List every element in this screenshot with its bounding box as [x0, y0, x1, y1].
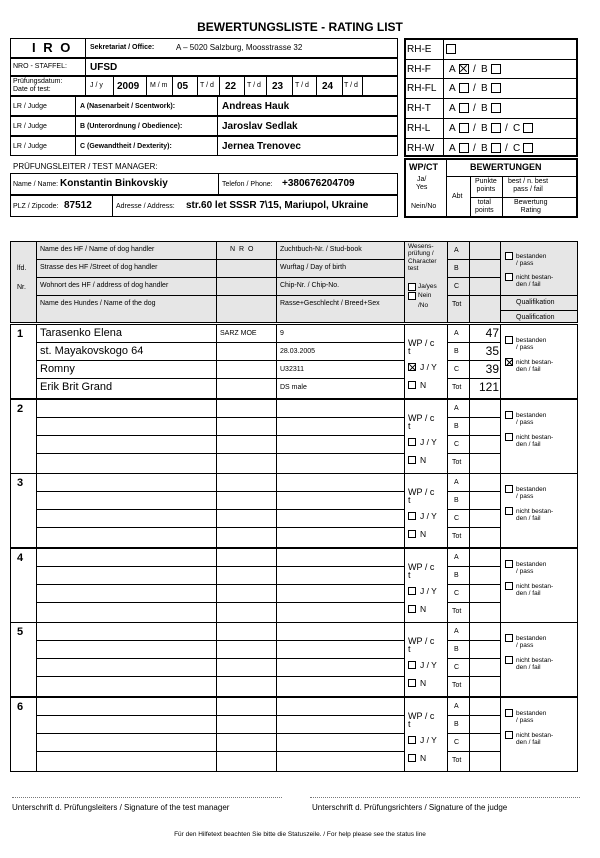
entry-fail-label: nicht bestan- den / fail [516, 508, 554, 523]
best-label: best / n. best pass / fail [508, 178, 549, 193]
category-rh-f-a-checkbox[interactable] [459, 64, 469, 74]
header-jayes-checkbox [408, 283, 416, 291]
judge-a-label: LR / Judge [13, 103, 47, 110]
entry-pass-label: bestanden / pass [516, 635, 547, 650]
entry-b-label: B [454, 572, 459, 579]
entry-fail-checkbox[interactable] [505, 358, 513, 366]
category-rh-e: RH-E [407, 44, 432, 55]
category-rh-t-option-a: A [449, 103, 456, 114]
category-rh-l-a-checkbox[interactable] [459, 123, 469, 133]
entry-block [10, 473, 578, 548]
day-label-4: T / d [344, 82, 358, 89]
category-rh-w-option-a: A [449, 143, 456, 154]
category-rh-e-checkbox[interactable] [446, 44, 456, 54]
option-separator: / [473, 143, 476, 154]
col-wesens: Wesens- prüfung / Character test [408, 243, 437, 273]
entry-b-label: B [454, 497, 459, 504]
entry-pass-checkbox[interactable] [505, 634, 513, 642]
day-value-3[interactable]: 24 [322, 81, 334, 92]
month-label: M / m [150, 82, 168, 89]
header-jayes: Ja/yes [418, 283, 437, 290]
nro-label: NRO - STAFFEL: [13, 63, 67, 70]
header-nein-checkbox [408, 292, 416, 300]
judge-row-c [10, 136, 398, 156]
entry-fail-label: nicht bestan- den / fail [516, 732, 554, 747]
zip-value[interactable]: 87512 [64, 200, 92, 211]
entry-a-label: A [454, 330, 459, 337]
zip-label: PLZ / Zipcode: [13, 203, 59, 210]
judge-c-name[interactable]: Jernea Trenovec [222, 141, 301, 152]
entry-wp-yes-checkbox[interactable] [408, 736, 416, 744]
option-separator: / [473, 64, 476, 75]
entry-fail-checkbox[interactable] [505, 731, 513, 739]
col-nr: Nr. [17, 284, 26, 291]
category-rh-t: RH-T [407, 103, 431, 114]
entry-block [10, 697, 578, 772]
entry-fail-checkbox[interactable] [505, 656, 513, 664]
entry-wp-label: WP / c t [408, 711, 435, 730]
entry-fail-label: nicht bestan- den / fail [516, 359, 554, 374]
header-nein: Nein [418, 292, 432, 299]
entry-wp-label: WP / c t [408, 413, 435, 432]
col-handler-city: Wohnort des HF / address of dog handler [40, 282, 169, 289]
judge-a-area: A (Nasenarbeit / Scentwork): [80, 103, 176, 110]
col-c: C [454, 283, 460, 290]
col-breed: Rasse+Geschlecht / Breed+Sex [280, 300, 380, 307]
category-rh-t-b-checkbox[interactable] [491, 103, 501, 113]
entry-b-label: B [454, 721, 459, 728]
entry-wp-label: WP / c t [408, 636, 435, 655]
day-label-3: T / d [295, 82, 309, 89]
header-pass-checkbox [505, 252, 513, 260]
category-rh-l-option-a: A [449, 123, 456, 134]
entry-number: 1 [17, 328, 24, 340]
entry-handler-city[interactable]: Romny [40, 363, 75, 375]
judge-row-a [10, 96, 398, 116]
option-separator: / [505, 123, 508, 134]
entry-wp-no-checkbox[interactable] [408, 679, 416, 687]
entry-tot-label: Tot [452, 682, 462, 689]
entry-tot-label: Tot [452, 757, 462, 764]
option-separator: / [473, 123, 476, 134]
category-rh-w-option-c: C [513, 143, 521, 154]
entry-number: 6 [17, 701, 24, 713]
entry-tot-label: Tot [452, 533, 462, 540]
entry-c-label: C [454, 366, 460, 373]
col-handler-street: Strasse des HF /Street of dog handler [40, 264, 158, 271]
entry-n-label: N [420, 604, 427, 614]
nro-value[interactable]: UFSD [90, 62, 118, 73]
category-rh-fl-b-checkbox[interactable] [491, 83, 501, 93]
bewertung-label: Bewertung Rating [514, 199, 548, 214]
entry-fail-label: nicht bestan- den / fail [516, 583, 554, 598]
col-nro: N R O [230, 246, 255, 253]
category-rh-t-a-checkbox[interactable] [459, 103, 469, 113]
entry-handler-street[interactable]: st. Mayakovskogo 64 [40, 345, 144, 357]
entry-wp-yes-checkbox[interactable] [408, 438, 416, 446]
entry-a-label: A [454, 554, 459, 561]
entry-wp-no-checkbox[interactable] [408, 456, 416, 464]
name-label: Name / Name: [13, 181, 59, 188]
col-qualifikation: Qualifikation [516, 299, 555, 306]
signature-judge: Unterschrift d. Prüfungsrichters / Signature of the judge [312, 803, 508, 812]
entry-block [10, 548, 578, 623]
category-rh-w-c-checkbox[interactable] [523, 143, 533, 153]
entry-birth-date[interactable]: 28.03.2005 [280, 348, 316, 355]
entry-pass-label: bestanden / pass [516, 561, 547, 576]
entry-wp-yes-checkbox[interactable] [408, 512, 416, 520]
category-rh-fl-option-a: A [449, 83, 456, 94]
wpct-label: WP/CT [409, 162, 438, 172]
year-label: J / y [90, 82, 103, 89]
entry-nro[interactable]: SARZ MOE [220, 330, 257, 337]
entry-pass-checkbox[interactable] [505, 411, 513, 419]
entry-handler-name[interactable]: Tarasenko Elena [40, 327, 122, 339]
entry-c-label: C [454, 441, 460, 448]
category-rh-fl-a-checkbox[interactable] [459, 83, 469, 93]
name-value[interactable]: Konstantin Binkovskiy [60, 178, 168, 189]
category-rh-f: RH-F [407, 64, 431, 75]
entry-score-a[interactable]: 47 [485, 326, 499, 340]
col-b: B [454, 265, 459, 272]
entry-breed-sex[interactable]: DS male [280, 384, 307, 391]
entry-number: 5 [17, 626, 24, 638]
entry-score-b[interactable]: 35 [485, 344, 499, 358]
entry-b-label: B [454, 348, 459, 355]
col-tot: Tot [452, 301, 462, 308]
year-value[interactable]: 2009 [117, 81, 140, 92]
entry-wp-label: WP / c t [408, 562, 435, 581]
entry-wp-no-checkbox[interactable] [408, 381, 416, 389]
phone-value[interactable]: +380676204709 [282, 178, 355, 189]
entry-pass-label: bestanden / pass [516, 412, 547, 427]
option-separator: / [505, 143, 508, 154]
option-separator: / [473, 83, 476, 94]
category-rh-l: RH-L [407, 123, 431, 134]
day-label-2: T / d [247, 82, 261, 89]
form-title: BEWERTUNGSLISTE - RATING LIST [197, 20, 403, 34]
category-rh-w-option-b: B [481, 143, 488, 154]
iro-label: I R O [32, 40, 73, 55]
judge-b-area: B (Unterordnung / Obedience): [80, 123, 183, 130]
entry-a-label: A [454, 405, 459, 412]
category-rh-fl-option-b: B [481, 83, 488, 94]
category-rh-l-option-c: C [513, 123, 521, 134]
entry-jy-label: J / Y [420, 660, 437, 670]
col-dog-name: Name des Hundes / Name of the dog [40, 300, 156, 307]
manager-heading: PRÜFUNGSLEITER / TEST MANAGER: [13, 162, 158, 171]
entry-dog-name[interactable]: Erik Brit Grand [40, 381, 113, 393]
entry-block [10, 399, 578, 474]
entry-wp-label: WP / c t [408, 487, 435, 506]
entry-wp-no-checkbox[interactable] [408, 754, 416, 762]
header-no: /No [418, 302, 429, 309]
entry-number: 2 [17, 403, 24, 415]
ja-yes-label: Ja/ Yes [416, 176, 428, 191]
entry-jy-label: J / Y [420, 511, 437, 521]
option-separator: / [473, 103, 476, 114]
category-rh-fl: RH-FL [407, 83, 437, 94]
entry-chip-number[interactable]: U32311 [280, 366, 305, 373]
col-lfd: lfd. [17, 265, 27, 272]
entry-c-label: C [454, 739, 460, 746]
entry-a-label: A [454, 703, 459, 710]
entry-pass-checkbox[interactable] [505, 560, 513, 568]
month-value[interactable]: 05 [177, 81, 189, 92]
col-studbook: Zuchtbuch-Nr. / Stud-book [280, 246, 362, 253]
entry-jy-label: J / Y [420, 437, 437, 447]
col-birth: Wurftag / Day of birth [280, 264, 347, 271]
entry-fail-checkbox[interactable] [505, 507, 513, 515]
entry-pass-label: bestanden / pass [516, 486, 547, 501]
punkte-label: Punkte points [475, 178, 497, 193]
address-value[interactable]: str.60 let SSSR 7\15, Mariupol, Ukraine [186, 200, 369, 211]
judge-a-name[interactable]: Andreas Hauk [222, 101, 290, 112]
category-rh-w-b-checkbox[interactable] [491, 143, 501, 153]
col-handler-name: Name des HF / Name of dog handler [40, 246, 155, 253]
entry-fail-checkbox[interactable] [505, 433, 513, 441]
judge-row-b [10, 116, 398, 136]
entry-tot-label: Tot [452, 608, 462, 615]
entry-tot-label: Tot [452, 384, 462, 391]
day-value-2[interactable]: 23 [272, 81, 284, 92]
category-rh-t-option-b: B [481, 103, 488, 114]
entry-b-label: B [454, 423, 459, 430]
entry-block [10, 622, 578, 697]
entry-wp-no-checkbox[interactable] [408, 530, 416, 538]
bewertungen-label: BEWERTUNGEN [470, 162, 542, 172]
category-rh-l-option-b: B [481, 123, 488, 134]
entry-b-label: B [454, 646, 459, 653]
entry-wp-label: WP / c t [408, 338, 435, 357]
entry-score-total[interactable]: 121 [478, 380, 499, 394]
category-rh-f-option-b: B [481, 64, 488, 75]
help-text: Für den Hilfetext beachten Sie bitte die Statuszeile. / For help please see the status line [174, 831, 426, 838]
office-label: Sekretariat / Office: [90, 44, 155, 51]
date-label-2: Date of test: [13, 86, 51, 93]
col-chip: Chip-Nr. / Chip-No. [280, 282, 340, 289]
entry-pass-checkbox[interactable] [505, 709, 513, 717]
date-label-1: Prüfungsdatum: [13, 78, 63, 85]
entry-pass-checkbox[interactable] [505, 485, 513, 493]
nro-row [10, 58, 398, 76]
office-value: A – 5020 Salzburg, Moosstrasse 32 [176, 43, 303, 52]
col-a: A [454, 247, 459, 254]
entry-c-label: C [454, 515, 460, 522]
entry-n-label: N [420, 529, 427, 539]
entry-pass-label: bestanden / pass [516, 710, 547, 725]
day-value-1[interactable]: 22 [225, 81, 237, 92]
entry-wp-yes-checkbox[interactable] [408, 363, 416, 371]
judge-b-name[interactable]: Jaroslav Sedlak [222, 121, 298, 132]
address-label: Adresse / Address: [116, 203, 175, 210]
entry-wp-yes-checkbox[interactable] [408, 587, 416, 595]
entry-jy-label: J / Y [420, 735, 437, 745]
entry-c-label: C [454, 590, 460, 597]
entry-n-label: N [420, 380, 427, 390]
entry-tot-label: Tot [452, 459, 462, 466]
abt-label: Abt [452, 193, 463, 200]
signature-manager: Unterschrift d. Prüfungsleiters / Signature of the test manager [12, 803, 230, 812]
judge-c-area: C (Gewandtheit / Dexterity): [80, 143, 172, 150]
entry-number: 4 [17, 552, 24, 564]
entry-jy-label: J / Y [420, 362, 437, 372]
category-rh-l-b-checkbox[interactable] [491, 123, 501, 133]
total-label: total points [475, 199, 494, 214]
nein-no-label: Nein/No [411, 203, 437, 210]
entry-c-label: C [454, 664, 460, 671]
phone-label: Telefon / Phone: [222, 181, 273, 188]
entry-pass-label: bestanden / pass [516, 337, 547, 352]
category-rh-l-c-checkbox[interactable] [523, 123, 533, 133]
entry-fail-label: nicht bestan- den / fail [516, 434, 554, 449]
category-rh-w: RH-W [407, 143, 435, 154]
header-pass: bestanden / pass [516, 253, 547, 268]
entry-fail-checkbox[interactable] [505, 582, 513, 590]
judge-c-label: LR / Judge [13, 143, 47, 150]
category-rh-f-option-a: A [449, 64, 456, 75]
entry-wp-no-checkbox[interactable] [408, 605, 416, 613]
entry-score-c[interactable]: 39 [485, 362, 499, 376]
entry-wp-yes-checkbox[interactable] [408, 661, 416, 669]
entry-a-label: A [454, 628, 459, 635]
entry-fail-label: nicht bestan- den / fail [516, 657, 554, 672]
header-fail: nicht bestan- den / fail [516, 274, 554, 289]
day-label-1: T / d [200, 82, 214, 89]
entry-studbook[interactable]: 9 [280, 330, 284, 337]
col-qualification: Qualification [516, 314, 555, 321]
entry-a-label: A [454, 479, 459, 486]
entry-n-label: N [420, 678, 427, 688]
entry-number: 3 [17, 477, 24, 489]
entry-jy-label: J / Y [420, 586, 437, 596]
entry-pass-checkbox[interactable] [505, 336, 513, 344]
category-rh-w-a-checkbox[interactable] [459, 143, 469, 153]
header-fail-checkbox [505, 273, 513, 281]
entry-n-label: N [420, 753, 427, 763]
category-rh-f-b-checkbox[interactable] [491, 64, 501, 74]
judge-b-label: LR / Judge [13, 123, 47, 130]
entry-n-label: N [420, 455, 427, 465]
